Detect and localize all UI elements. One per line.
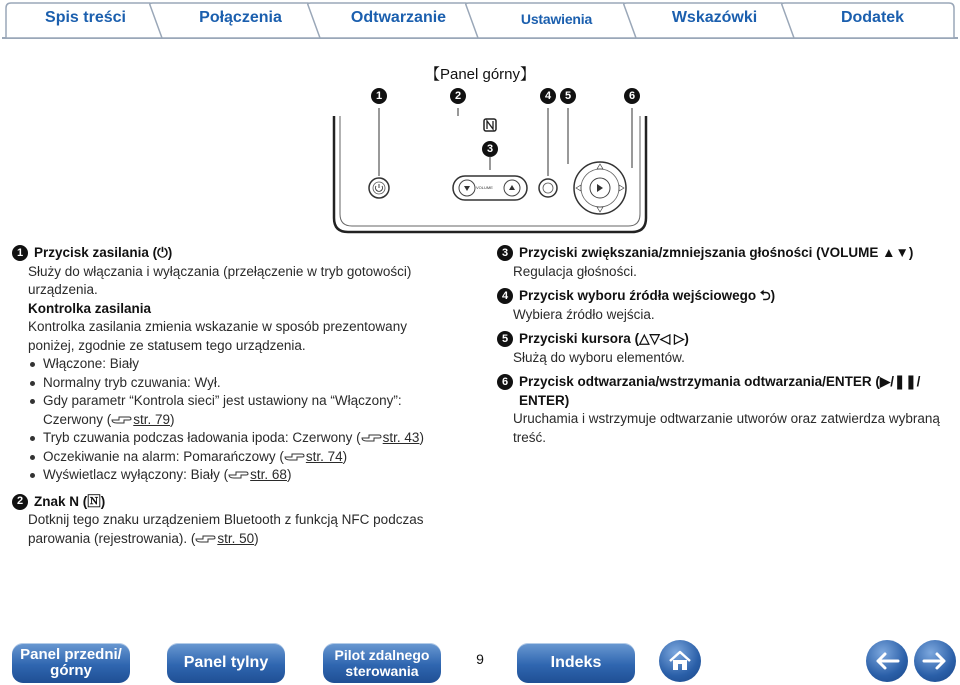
bullet-ipod-close: ) [419,430,424,445]
tab-ustawienia[interactable]: Ustawienia [520,11,593,27]
front-panel-button[interactable]: Panel przedni/ górny [12,643,130,683]
item1-heading-text: Przycisk zasilania (⏻) [34,245,173,260]
bullet-network-text: Gdy parametr “Kontrola sieci” jest ustawiony na “Włączony”: Czerwony ( [43,393,402,427]
panel-title: 【Panel górny】 [424,66,536,83]
tab-dodatek[interactable]: Dodatek [840,9,905,26]
bullet-ipod [28,429,440,448]
item5-desc: Służą do wyboru elementów. [513,349,685,365]
item2-desc-text: Dotknij tego znaku urządzeniem Bluetooth z funkcją NFC podczas parowania (rejestrowania). ( [28,512,424,546]
bullet-display-off-close: ) [286,467,292,482]
bullet-network [28,392,440,429]
prev-page-button[interactable] [866,640,908,682]
tab-odtwarzanie[interactable]: Odtwarzanie [350,9,447,26]
power-indicator-heading-text: Kontrolka zasilania [28,300,152,316]
tab-polaczenia[interactable]: Połączenia [199,9,282,26]
callout-4: 4 [540,88,556,104]
item3-heading-text: Przyciski zwiększania/zmniejszania głośności (VOLUME ▲▼) [519,245,914,260]
item5-heading-text: Przyciski kursora (△▽◁ ▷) [519,331,689,346]
bullet-alarm-close: ) [342,448,348,464]
home-button[interactable] [659,640,701,682]
page-ref-43-text[interactable]: str. 43 [382,430,420,445]
item2-heading-text: Znak N (🄽) [34,493,106,509]
pointing-hand-icon [284,450,306,462]
page-ref-79-text[interactable]: str. 79 [133,411,171,427]
right-column [501,244,953,447]
index-button[interactable]: Indeks [517,643,635,683]
item3-heading [501,244,953,263]
item6-desc: Uruchamia i wstrzymuje odtwarzanie utworów oraz zatwierdza wybraną treść. [513,411,940,445]
pointing-hand-icon [361,431,383,443]
home-icon [667,649,693,673]
item5-heading [501,330,953,349]
page-ref-50-text[interactable]: str. 50 [217,530,255,546]
page-ref-79[interactable] [111,412,170,427]
item5-number: 5 [497,331,513,347]
item1-heading [16,244,440,263]
callout-5: 5 [560,88,576,104]
callout-1: 1 [371,88,387,104]
page-ref-74-text[interactable]: str. 74 [305,448,343,464]
tab-wskazowki[interactable]: Wskazówki [671,9,758,26]
callout-2: 2 [450,88,466,104]
bullet-display-off [28,466,440,485]
power-indicator-desc: Kontrolka zasilania zmienia wskazanie w sposób prezentowany poniżej, zgodnie ze statusem tego urządzenia. [28,319,407,353]
left-column [16,244,440,548]
page-ref-74[interactable] [284,449,343,464]
callout-6: 6 [624,88,640,104]
pointing-hand-icon [111,413,133,425]
top-tab-bar [0,0,960,44]
bullet-on: Włączone: Biały [28,355,440,374]
next-page-button[interactable] [914,640,956,682]
bullet-alarm [28,448,440,467]
item4-heading-text: Przycisk wyboru źródła wejściowego ⮌) [519,288,776,303]
page-ref-43[interactable] [361,430,420,445]
page-number: 9 [476,651,484,667]
item6-number: 6 [497,374,513,390]
volume-tiny-label: VOLUME [476,185,493,190]
bullet-standby: Normalny tryb czuwania: Wył. [28,374,440,393]
item6-heading-text: Przycisk odtwarzania/wstrzymania odtwarzania/ENTER (▶/❚❚/ ENTER) [519,374,921,408]
power-indicator-heading [28,300,440,319]
rear-panel-button[interactable]: Panel tylny [167,643,285,683]
item2-close: ) [254,530,259,546]
item3-number: 3 [497,245,513,261]
top-panel-drawing [320,108,660,238]
callout-3: 3 [482,141,498,157]
bullet-ipod-text: Tryb czuwania podczas ładowania ipoda: Czerwony ( [43,430,361,445]
page-ref-68-text[interactable]: str. 68 [250,467,287,482]
tab-spis-tresci[interactable]: Spis treści [45,9,126,26]
bullet-display-off-text: Wyświetlacz wyłączony: Biały ( [43,467,229,482]
pointing-hand-icon [195,532,217,544]
item1-number: 1 [12,245,28,261]
item6-heading [501,373,953,410]
item1-desc: Służy do włączania i wyłączania (przełączenie w tryb gotowości) urządzenia. [28,263,412,297]
item2-heading [16,493,440,512]
item4-heading [501,287,953,306]
item2-desc [28,511,440,548]
pointing-hand-icon [228,468,250,480]
item4-number: 4 [497,288,513,304]
page-ref-68[interactable] [228,467,287,482]
item4-desc: Wybiera źródło wejścia. [513,306,655,322]
remote-button[interactable]: Pilot zdalnego sterowania [323,643,441,683]
item2-number: 2 [12,494,28,510]
arrow-left-icon [874,651,900,671]
arrow-right-icon [922,651,948,671]
bullet-alarm-text: Oczekiwanie na alarm: Pomarańczowy ( [43,448,284,464]
bullet-network-close: ) [170,411,175,427]
item3-desc: Regulacja głośności. [513,263,637,279]
page-ref-50[interactable] [195,531,254,546]
